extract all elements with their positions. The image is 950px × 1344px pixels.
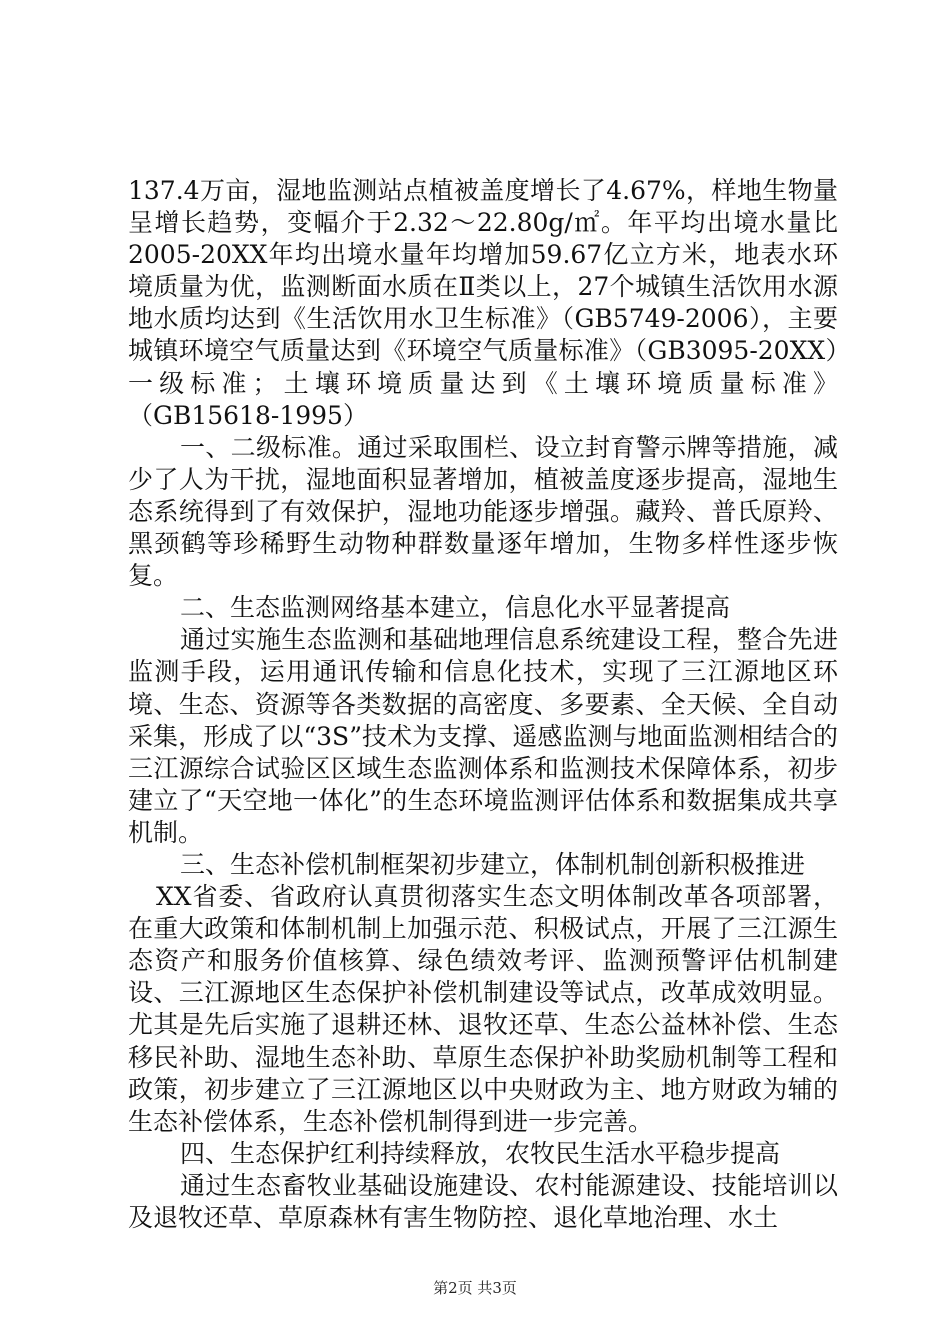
section-heading-3: 三、生态补偿机制框架初步建立，体制机制创新积极推进 (180, 849, 806, 879)
document-body (128, 175, 838, 1234)
paragraph-continuation: 137.4万亩，湿地监测站点植被盖度增长了4.67%，样地生物量呈增长趋势，变幅介于2.32～22.80g/㎡。年平均出境水量比2005-20XX年均出境水量年均增加59.67亿立方米，地表水环境质量为优，监测断面水质在Ⅱ类以上，27个城镇生活饮用水源地水质均达到《生活饮用水卫生标准》（GB5749-2006），主要城镇环境空气质量达到《环境空气质量标准》（GB3095-20XX）一级标准；土壤环境质量达到《土壤环境质量标准》（GB15618-1995） (128, 176, 838, 430)
paragraph-monitoring: 通过实施生态监测和基础地理信息系统建设工程，整合先进监测手段，运用通讯传输和信息化技术，实现了三江源地区环境、生态、资源等各类数据的高密度、多要素、全天候、全自动采集，形成了以“3S”技术为支撑、遥感监测与地面监测相结合的三江源综合试验区区域生态监测体系和监测技术保障体系，初步建立了“天空地一体化”的生态环境监测评估体系和数据集成共享机制。 (128, 625, 838, 847)
paragraph-livelihood: 通过生态畜牧业基础设施建设、农村能源建设、技能培训以及退牧还草、草原森林有害生物防控、退化草地治理、水土 (128, 1170, 838, 1232)
section-heading-4: 四、生态保护红利持续释放，农牧民生活水平稳步提高 (180, 1138, 781, 1168)
paragraph-compensation: XX省委、省政府认真贯彻落实生态文明体制改革各项部署，在重大政策和体制机制上加强示范、积极试点，开展了三江源生态资产和服务价值核算、绿色绩效考评、监测预警评估机制建设、三江源地区生态保护补偿机制建设等试点，改革成效明显。尤其是先后实施了退耕还林、退牧还草、生态公益林补偿、生态移民补助、湿地生态补助、草原生态保护补助奖励机制等工程和政策，初步建立了三江源地区以中央财政为主、地方财政为辅的生态补偿体系，生态补偿机制得到进一步完善。 (128, 882, 838, 1136)
section-heading-2: 二、生态监测网络基本建立，信息化水平显著提高 (180, 593, 731, 623)
page-footer: 第2页 共3页 (433, 1279, 517, 1297)
paragraph-standards: 一、二级标准。通过采取围栏、设立封育警示牌等措施，减少了人为干扰，湿地面积显著增加，植被盖度逐步提高，湿地生态系统得到了有效保护，湿地功能逐步增强。藏羚、普氏原羚、黑颈鹤等珍稀野生动物种群数量逐年增加，生物多样性逐步恢复。 (128, 432, 838, 591)
